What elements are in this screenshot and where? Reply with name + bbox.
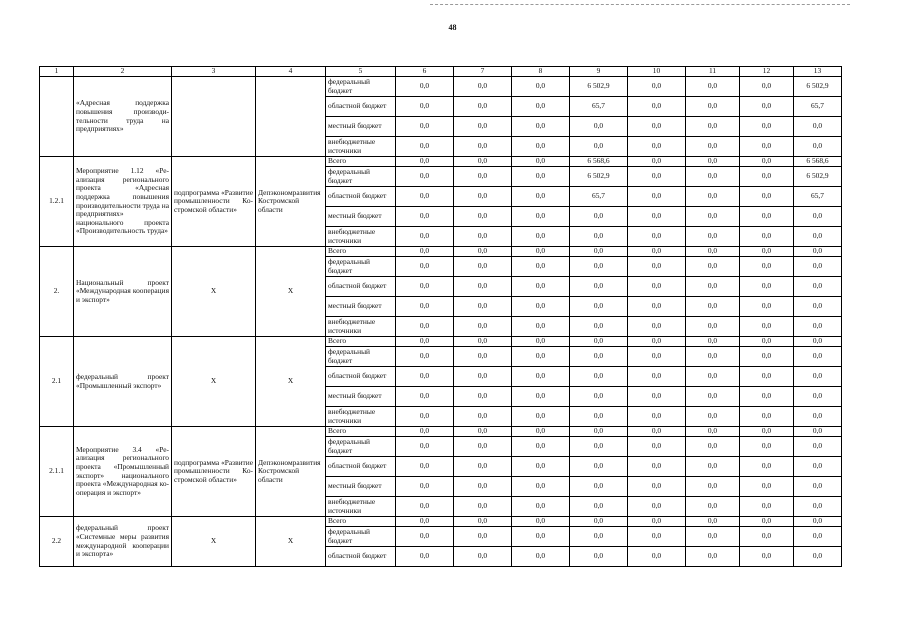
amount-cell: 0,0 — [396, 247, 454, 257]
amount-cell: 0,0 — [454, 407, 512, 427]
amount-cell: 0,0 — [686, 407, 740, 427]
amount-cell: 0,0 — [454, 207, 512, 227]
amount-cell: 0,0 — [794, 257, 842, 277]
amount-cell: 65,7 — [794, 187, 842, 207]
amount-cell: 0,0 — [628, 157, 686, 167]
column-number-10: 10 — [628, 67, 686, 77]
amount-cell: 0,0 — [396, 477, 454, 497]
amount-cell: 0,0 — [740, 297, 794, 317]
amount-cell: 0,0 — [396, 117, 454, 137]
amount-cell: 0,0 — [512, 517, 570, 527]
amount-cell: 0,0 — [570, 297, 628, 317]
funding-source: Всего — [326, 427, 396, 437]
amount-cell: 0,0 — [628, 337, 686, 347]
amount-cell: 0,0 — [686, 247, 740, 257]
amount-cell: 0,0 — [628, 257, 686, 277]
row-name: Национальный проект «Международная кооперация и экспорт» — [74, 247, 172, 337]
amount-cell: 0,0 — [740, 247, 794, 257]
amount-cell: 0,0 — [454, 257, 512, 277]
column-number-4: 4 — [256, 67, 326, 77]
amount-cell: 0,0 — [396, 517, 454, 527]
amount-cell: 0,0 — [740, 77, 794, 97]
amount-cell: 0,0 — [512, 97, 570, 117]
amount-cell: 0,0 — [686, 497, 740, 517]
amount-cell: 0,0 — [686, 77, 740, 97]
amount-cell: 0,0 — [512, 407, 570, 427]
row-executor: X — [256, 337, 326, 427]
amount-cell: 0,0 — [512, 207, 570, 227]
amount-cell: 0,0 — [686, 517, 740, 527]
amount-cell: 0,0 — [740, 517, 794, 527]
funding-source: местный бюджет — [326, 207, 396, 227]
amount-cell: 0,0 — [740, 317, 794, 337]
funding-source: Всего — [326, 517, 396, 527]
row-program: X — [172, 337, 256, 427]
amount-cell: 0,0 — [740, 117, 794, 137]
amount-cell: 0,0 — [512, 347, 570, 367]
amount-cell: 0,0 — [454, 347, 512, 367]
amount-cell: 0,0 — [570, 387, 628, 407]
row-name: Мероприятие 1.12 «Реализация регионального проекта «Адресная поддержка повышения производительности труда на предприятиях» национального проекта «Производительность труда» — [74, 157, 172, 247]
amount-cell: 0,0 — [512, 77, 570, 97]
amount-cell: 0,0 — [512, 117, 570, 137]
amount-cell: 0,0 — [628, 77, 686, 97]
amount-cell: 0,0 — [686, 167, 740, 187]
table-row — [40, 337, 842, 347]
amount-cell: 0,0 — [396, 437, 454, 457]
row-name: федеральный проект «Промышленный экспорт» — [74, 337, 172, 427]
amount-cell: 0,0 — [570, 347, 628, 367]
column-number-7: 7 — [454, 67, 512, 77]
amount-cell: 0,0 — [454, 227, 512, 247]
amount-cell: 0,0 — [396, 407, 454, 427]
amount-cell: 0,0 — [740, 527, 794, 547]
amount-cell: 0,0 — [686, 207, 740, 227]
amount-cell: 0,0 — [454, 517, 512, 527]
row-executor: Депэкономразвития Костромской области — [256, 427, 326, 517]
funding-source: областной бюджет — [326, 277, 396, 297]
funding-source: федеральный бюджет — [326, 527, 396, 547]
amount-cell: 0,0 — [454, 167, 512, 187]
amount-cell: 0,0 — [686, 297, 740, 317]
amount-cell: 0,0 — [454, 277, 512, 297]
amount-cell: 0,0 — [570, 547, 628, 567]
amount-cell: 0,0 — [686, 187, 740, 207]
amount-cell: 0,0 — [454, 247, 512, 257]
row-code: 2.2 — [40, 517, 74, 567]
amount-cell: 0,0 — [628, 407, 686, 427]
column-number-9: 9 — [570, 67, 628, 77]
amount-cell: 0,0 — [794, 527, 842, 547]
amount-cell: 0,0 — [454, 157, 512, 167]
amount-cell: 0,0 — [794, 247, 842, 257]
amount-cell: 0,0 — [396, 137, 454, 157]
funding-source: областной бюджет — [326, 97, 396, 117]
amount-cell: 0,0 — [396, 187, 454, 207]
row-executor: Депэкономразвития Костромской области — [256, 157, 326, 247]
amount-cell: 0,0 — [686, 137, 740, 157]
amount-cell: 0,0 — [740, 477, 794, 497]
amount-cell: 0,0 — [570, 207, 628, 227]
amount-cell: 0,0 — [396, 167, 454, 187]
amount-cell: 0,0 — [628, 227, 686, 247]
amount-cell: 0,0 — [740, 407, 794, 427]
amount-cell: 0,0 — [740, 277, 794, 297]
amount-cell: 0,0 — [628, 317, 686, 337]
amount-cell: 0,0 — [740, 227, 794, 247]
amount-cell: 0,0 — [686, 457, 740, 477]
row-program: подпрограмма «Развитие промышленности Костромской области» — [172, 157, 256, 247]
row-code: 2.1 — [40, 337, 74, 427]
amount-cell: 0,0 — [454, 367, 512, 387]
amount-cell: 0,0 — [628, 517, 686, 527]
amount-cell: 0,0 — [512, 187, 570, 207]
amount-cell: 0,0 — [512, 367, 570, 387]
funding-source: местный бюджет — [326, 477, 396, 497]
amount-cell: 0,0 — [686, 427, 740, 437]
amount-cell: 0,0 — [794, 437, 842, 457]
amount-cell: 0,0 — [570, 527, 628, 547]
amount-cell: 0,0 — [512, 387, 570, 407]
amount-cell: 0,0 — [794, 497, 842, 517]
amount-cell: 0,0 — [628, 437, 686, 457]
funding-source: внебюджетные источники — [326, 407, 396, 427]
amount-cell: 0,0 — [570, 517, 628, 527]
amount-cell: 0,0 — [454, 297, 512, 317]
amount-cell: 0,0 — [628, 117, 686, 137]
funding-source: федеральный бюджет — [326, 437, 396, 457]
amount-cell: 0,0 — [512, 547, 570, 567]
amount-cell: 0,0 — [794, 547, 842, 567]
row-program: X — [172, 517, 256, 567]
funding-source: областной бюджет — [326, 547, 396, 567]
amount-cell: 0,0 — [794, 517, 842, 527]
funding-source: внебюджетные источники — [326, 317, 396, 337]
amount-cell: 6 502,9 — [570, 167, 628, 187]
amount-cell: 0,0 — [794, 227, 842, 247]
amount-cell: 0,0 — [686, 367, 740, 387]
amount-cell: 0,0 — [686, 157, 740, 167]
funding-source: внебюджетные источники — [326, 227, 396, 247]
amount-cell: 0,0 — [396, 207, 454, 227]
funding-source: областной бюджет — [326, 367, 396, 387]
amount-cell: 0,0 — [454, 457, 512, 477]
amount-cell: 0,0 — [512, 437, 570, 457]
amount-cell: 0,0 — [794, 337, 842, 347]
column-number-3: 3 — [172, 67, 256, 77]
amount-cell: 0,0 — [740, 167, 794, 187]
amount-cell: 0,0 — [454, 97, 512, 117]
row-program: подпрограмма «Развитие промышленности Костромской области» — [172, 427, 256, 517]
row-program: X — [172, 247, 256, 337]
amount-cell: 0,0 — [454, 437, 512, 457]
amount-cell: 0,0 — [570, 117, 628, 137]
amount-cell: 0,0 — [628, 187, 686, 207]
amount-cell: 0,0 — [570, 137, 628, 157]
amount-cell: 0,0 — [686, 337, 740, 347]
amount-cell: 0,0 — [686, 317, 740, 337]
funding-source: областной бюджет — [326, 187, 396, 207]
amount-cell: 0,0 — [396, 427, 454, 437]
row-code — [40, 77, 74, 157]
amount-cell: 0,0 — [628, 97, 686, 117]
amount-cell: 0,0 — [794, 137, 842, 157]
amount-cell: 0,0 — [740, 207, 794, 227]
funding-source: Всего — [326, 157, 396, 167]
amount-cell: 0,0 — [396, 257, 454, 277]
table-body — [40, 77, 842, 567]
amount-cell: 0,0 — [396, 527, 454, 547]
amount-cell: 6 568,6 — [570, 157, 628, 167]
amount-cell: 0,0 — [454, 337, 512, 347]
table-row — [40, 247, 842, 257]
amount-cell: 0,0 — [740, 497, 794, 517]
amount-cell: 0,0 — [396, 337, 454, 347]
row-program — [172, 77, 256, 157]
amount-cell: 0,0 — [628, 527, 686, 547]
amount-cell: 0,0 — [686, 387, 740, 407]
amount-cell: 0,0 — [570, 227, 628, 247]
amount-cell: 0,0 — [628, 457, 686, 477]
amount-cell: 0,0 — [686, 547, 740, 567]
amount-cell: 6 502,9 — [794, 167, 842, 187]
amount-cell: 0,0 — [628, 277, 686, 297]
funding-source: местный бюджет — [326, 117, 396, 137]
amount-cell: 0,0 — [628, 477, 686, 497]
page-number: 48 — [448, 23, 457, 32]
amount-cell: 0,0 — [794, 347, 842, 367]
amount-cell: 0,0 — [628, 547, 686, 567]
amount-cell: 0,0 — [396, 347, 454, 367]
amount-cell: 0,0 — [396, 157, 454, 167]
amount-cell: 0,0 — [686, 527, 740, 547]
amount-cell: 0,0 — [570, 407, 628, 427]
amount-cell: 0,0 — [628, 247, 686, 257]
amount-cell: 0,0 — [512, 337, 570, 347]
amount-cell: 0,0 — [512, 167, 570, 187]
amount-cell: 0,0 — [794, 117, 842, 137]
row-code: 2. — [40, 247, 74, 337]
amount-cell: 0,0 — [686, 97, 740, 117]
amount-cell: 0,0 — [686, 117, 740, 137]
column-number-5: 5 — [326, 67, 396, 77]
amount-cell: 0,0 — [794, 297, 842, 317]
amount-cell: 0,0 — [570, 337, 628, 347]
amount-cell: 0,0 — [686, 227, 740, 247]
amount-cell: 0,0 — [686, 277, 740, 297]
amount-cell: 0,0 — [512, 527, 570, 547]
amount-cell: 0,0 — [628, 297, 686, 317]
amount-cell: 65,7 — [794, 97, 842, 117]
amount-cell: 0,0 — [794, 457, 842, 477]
amount-cell: 0,0 — [740, 387, 794, 407]
amount-cell: 0,0 — [686, 437, 740, 457]
amount-cell: 0,0 — [740, 367, 794, 387]
amount-cell: 0,0 — [396, 77, 454, 97]
amount-cell: 0,0 — [794, 277, 842, 297]
funding-source: внебюджетные источники — [326, 497, 396, 517]
amount-cell: 0,0 — [740, 427, 794, 437]
amount-cell: 0,0 — [794, 207, 842, 227]
amount-cell: 0,0 — [570, 277, 628, 297]
amount-cell: 0,0 — [396, 297, 454, 317]
amount-cell: 0,0 — [740, 187, 794, 207]
amount-cell: 0,0 — [570, 367, 628, 387]
amount-cell: 0,0 — [686, 477, 740, 497]
amount-cell: 0,0 — [454, 117, 512, 137]
table-row — [40, 157, 842, 167]
amount-cell: 0,0 — [740, 257, 794, 277]
amount-cell: 0,0 — [396, 367, 454, 387]
amount-cell: 0,0 — [570, 317, 628, 337]
amount-cell: 0,0 — [794, 477, 842, 497]
amount-cell: 0,0 — [454, 527, 512, 547]
column-number-11: 11 — [686, 67, 740, 77]
funding-source: федеральный бюджет — [326, 77, 396, 97]
amount-cell: 6 502,9 — [570, 77, 628, 97]
amount-cell: 0,0 — [454, 477, 512, 497]
amount-cell: 0,0 — [628, 347, 686, 367]
amount-cell: 0,0 — [454, 547, 512, 567]
funding-source: местный бюджет — [326, 297, 396, 317]
column-number-8: 8 — [512, 67, 570, 77]
column-number-2: 2 — [74, 67, 172, 77]
amount-cell: 0,0 — [570, 437, 628, 457]
amount-cell: 6 568,6 — [794, 157, 842, 167]
amount-cell: 0,0 — [454, 387, 512, 407]
amount-cell: 0,0 — [512, 317, 570, 337]
amount-cell: 0,0 — [512, 477, 570, 497]
amount-cell: 0,0 — [512, 227, 570, 247]
amount-cell: 0,0 — [396, 547, 454, 567]
table-row — [40, 517, 842, 527]
amount-cell: 0,0 — [740, 97, 794, 117]
amount-cell: 65,7 — [570, 97, 628, 117]
amount-cell: 0,0 — [794, 407, 842, 427]
funding-source: областной бюджет — [326, 457, 396, 477]
amount-cell: 0,0 — [570, 427, 628, 437]
row-name: федеральный проект «Системные меры развития международной кооперации и экспорта» — [74, 517, 172, 567]
scan-top-edge — [430, 4, 850, 5]
amount-cell: 0,0 — [570, 477, 628, 497]
funding-source: федеральный бюджет — [326, 167, 396, 187]
table-row — [40, 427, 842, 437]
amount-cell: 65,7 — [570, 187, 628, 207]
amount-cell: 0,0 — [686, 347, 740, 367]
amount-cell: 0,0 — [740, 337, 794, 347]
amount-cell: 0,0 — [686, 257, 740, 277]
row-name: Мероприятие 3.4 «Реализация регионального проекта «Промышленный экспорт» национального проекта «Международная кооперация и экспорт» — [74, 427, 172, 517]
funding-source: внебюджетные источники — [326, 137, 396, 157]
budget-table — [39, 66, 842, 567]
amount-cell: 0,0 — [570, 247, 628, 257]
amount-cell: 0,0 — [396, 317, 454, 337]
amount-cell: 0,0 — [512, 247, 570, 257]
table-row — [40, 77, 842, 97]
column-number-6: 6 — [396, 67, 454, 77]
row-name: «Адресная поддержка повышения производительности труда на предприятиях» — [74, 77, 172, 157]
amount-cell: 0,0 — [570, 497, 628, 517]
amount-cell: 0,0 — [512, 297, 570, 317]
amount-cell: 0,0 — [794, 367, 842, 387]
amount-cell: 0,0 — [570, 257, 628, 277]
row-code: 2.1.1 — [40, 427, 74, 517]
row-executor: X — [256, 247, 326, 337]
amount-cell: 0,0 — [512, 137, 570, 157]
amount-cell: 0,0 — [740, 347, 794, 367]
amount-cell: 0,0 — [396, 227, 454, 247]
row-executor: X — [256, 517, 326, 567]
funding-source: Всего — [326, 247, 396, 257]
amount-cell: 0,0 — [740, 157, 794, 167]
column-number-13: 13 — [794, 67, 842, 77]
amount-cell: 0,0 — [396, 497, 454, 517]
amount-cell: 0,0 — [740, 437, 794, 457]
amount-cell: 0,0 — [628, 167, 686, 187]
amount-cell: 0,0 — [628, 497, 686, 517]
amount-cell: 0,0 — [628, 137, 686, 157]
amount-cell: 0,0 — [454, 77, 512, 97]
column-number-1: 1 — [40, 67, 74, 77]
amount-cell: 0,0 — [512, 497, 570, 517]
amount-cell: 0,0 — [454, 427, 512, 437]
amount-cell: 0,0 — [628, 207, 686, 227]
amount-cell: 0,0 — [454, 137, 512, 157]
amount-cell: 0,0 — [396, 387, 454, 407]
row-code: 1.2.1 — [40, 157, 74, 247]
amount-cell: 0,0 — [396, 97, 454, 117]
amount-cell: 0,0 — [794, 317, 842, 337]
amount-cell: 0,0 — [512, 427, 570, 437]
funding-source: федеральный бюджет — [326, 347, 396, 367]
amount-cell: 0,0 — [512, 257, 570, 277]
amount-cell: 0,0 — [454, 497, 512, 517]
amount-cell: 0,0 — [740, 137, 794, 157]
funding-source: Всего — [326, 337, 396, 347]
amount-cell: 0,0 — [740, 547, 794, 567]
amount-cell: 0,0 — [794, 387, 842, 407]
amount-cell: 0,0 — [628, 367, 686, 387]
amount-cell: 0,0 — [512, 157, 570, 167]
row-executor — [256, 77, 326, 157]
funding-source: федеральный бюджет — [326, 257, 396, 277]
amount-cell: 0,0 — [396, 277, 454, 297]
amount-cell: 0,0 — [628, 427, 686, 437]
amount-cell: 6 502,9 — [794, 77, 842, 97]
funding-source: местный бюджет — [326, 387, 396, 407]
amount-cell: 0,0 — [794, 427, 842, 437]
amount-cell: 0,0 — [512, 277, 570, 297]
amount-cell: 0,0 — [454, 317, 512, 337]
amount-cell: 0,0 — [740, 457, 794, 477]
amount-cell: 0,0 — [512, 457, 570, 477]
amount-cell: 0,0 — [454, 187, 512, 207]
column-number-row — [40, 67, 842, 77]
amount-cell: 0,0 — [570, 457, 628, 477]
column-number-12: 12 — [740, 67, 794, 77]
amount-cell: 0,0 — [396, 457, 454, 477]
amount-cell: 0,0 — [628, 387, 686, 407]
